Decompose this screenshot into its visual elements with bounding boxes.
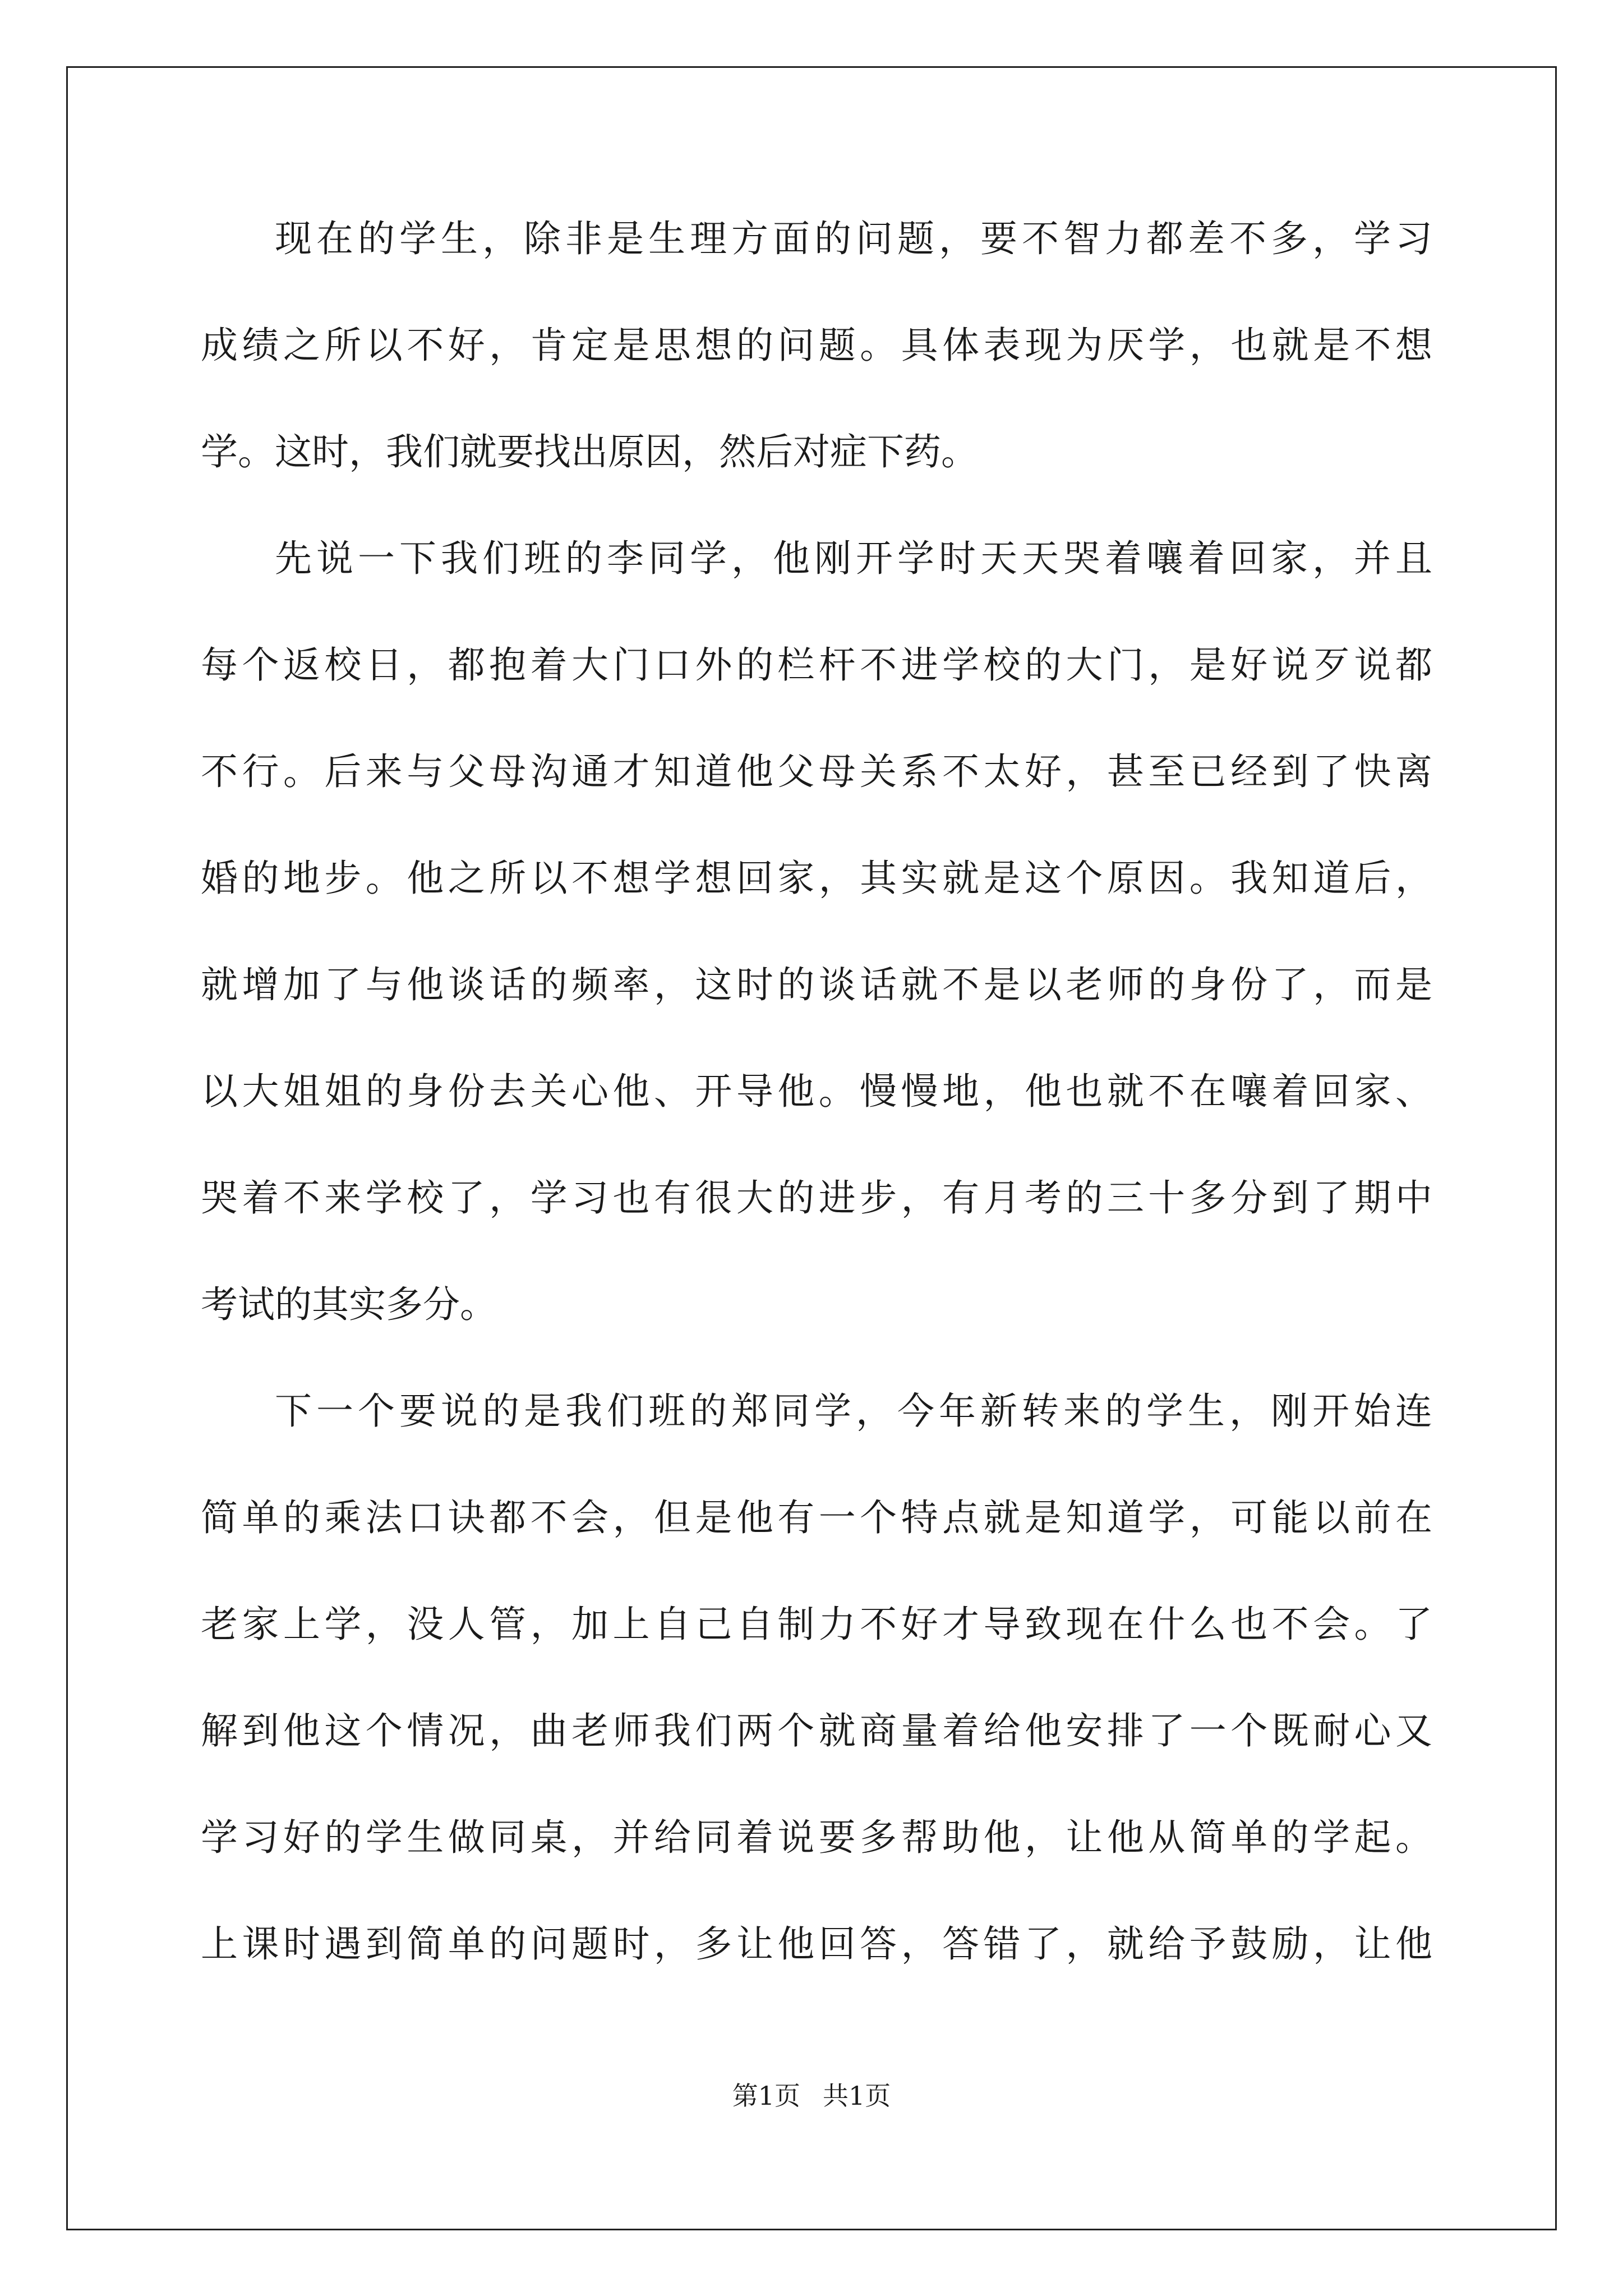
paragraph-3-line-4: 解到他这个情况，曲老师我们两个就商量着给他安排了一个既耐心又 [201, 1709, 1432, 1752]
paragraph-1-line-3: 学。这时，我们就要找出原因，然后对症下药。 [201, 430, 978, 473]
paragraph-3-line-6: 上课时遇到简单的问题时，多让他回答，答错了，就给予鼓励，让他 [201, 1922, 1432, 1966]
paragraph-2-line-1: 先说一下我们班的李同学，他刚开学时天天哭着嚷着回家，并且 [275, 537, 1432, 580]
paragraph-2-line-7: 哭着不来学校了，学习也有很大的进步，有月考的三十多分到了期中 [201, 1176, 1432, 1220]
paragraph-2-line-3: 不行。后来与父母沟通才知道他父母关系不太好，甚至已经到了快离 [201, 750, 1432, 793]
paragraph-2-line-2: 每个返校日，都抱着大门口外的栏杆不进学校的大门，是好说歹说都 [201, 643, 1432, 687]
paragraph-1-line-2: 成绩之所以不好，肯定是思想的问题。具体表现为厌学，也就是不想 [201, 324, 1432, 367]
paragraph-1-line-1: 现在的学生，除非是生理方面的问题，要不智力都差不多，学习 [275, 217, 1432, 260]
paragraph-3-line-2: 简单的乘法口诀都不会，但是他有一个特点就是知道学，可能以前在 [201, 1496, 1432, 1539]
page-number: 第1页 [732, 2081, 800, 2111]
page-total: 共1页 [823, 2081, 891, 2111]
page-footer [0, 2080, 1623, 2111]
paragraph-3-line-3: 老家上学，没人管，加上自己自制力不好才导致现在什么也不会。了 [201, 1603, 1432, 1646]
paragraph-2-line-8: 考试的其实多分。 [201, 1283, 497, 1326]
paragraph-2-line-5: 就增加了与他谈话的频率，这时的谈话就不是以老师的身份了，而是 [201, 963, 1432, 1006]
paragraph-2-line-6: 以大姐姐的身份去关心他、开导他。慢慢地，他也就不在嚷着回家、 [201, 1070, 1432, 1113]
document-body [201, 213, 1432, 2025]
paragraph-3-line-1: 下一个要说的是我们班的郑同学，今年新转来的学生，刚开始连 [275, 1389, 1432, 1433]
paragraph-2-line-4: 婚的地步。他之所以不想学想回家，其实就是这个原因。我知道后， [201, 857, 1432, 900]
paragraph-3-line-5: 学习好的学生做同桌，并给同着说要多帮助他，让他从简单的学起。 [201, 1816, 1432, 1859]
